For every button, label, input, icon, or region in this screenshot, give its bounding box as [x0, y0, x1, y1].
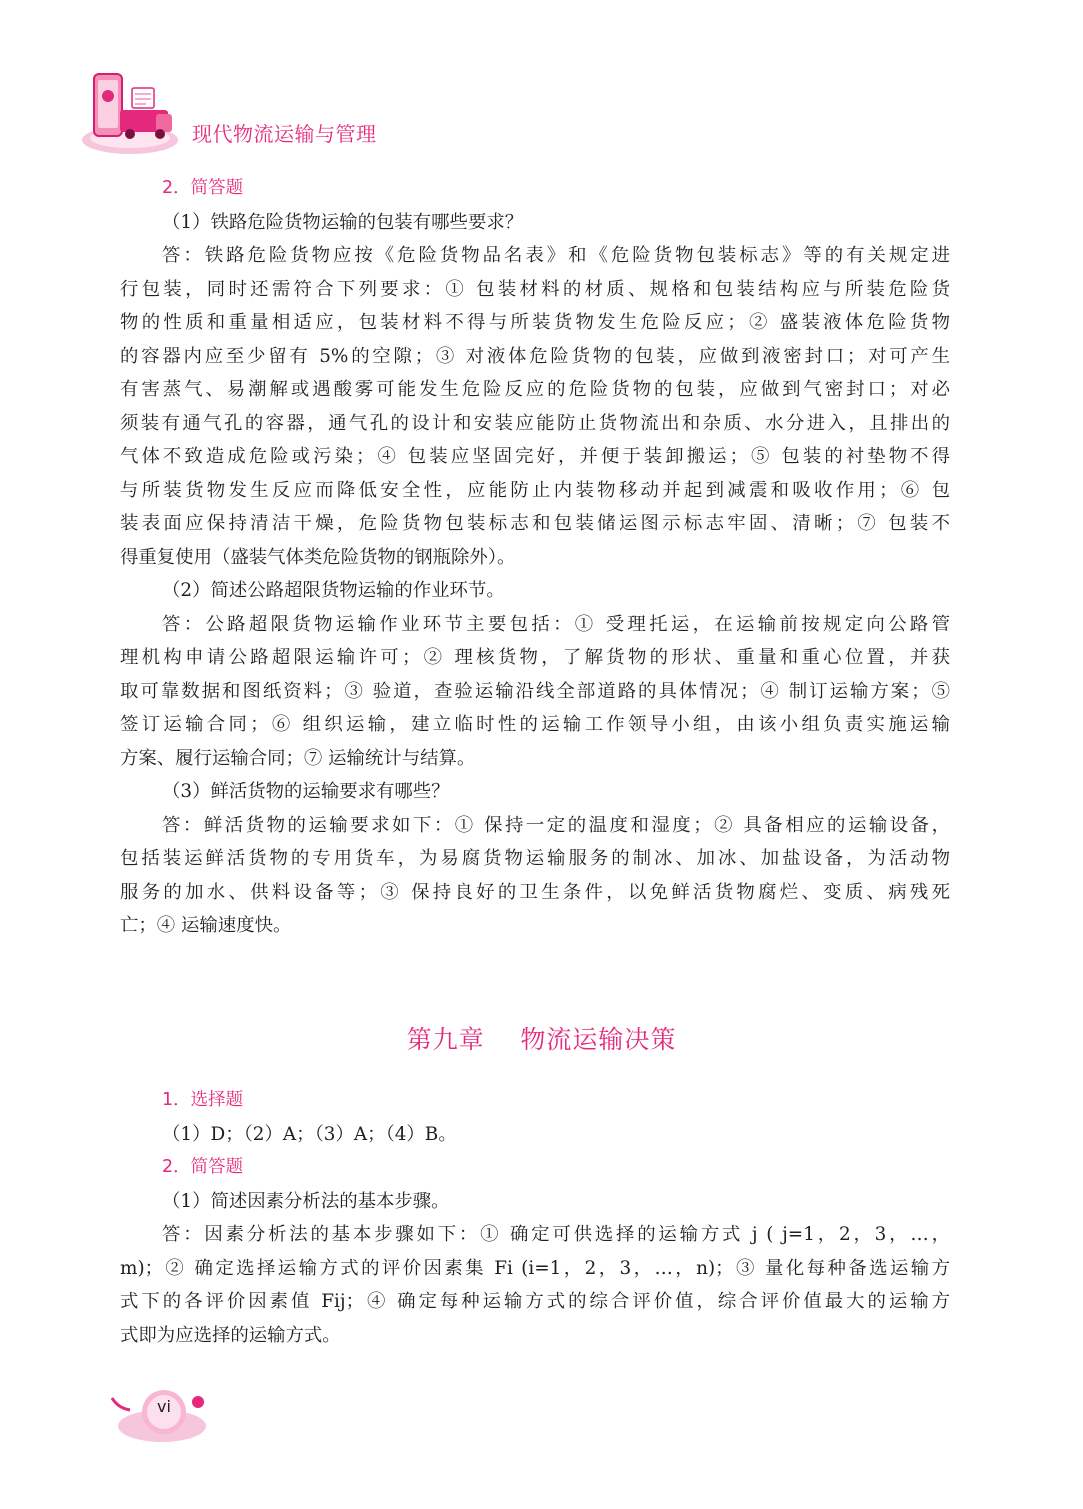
section-heading: 2．简答题	[162, 1157, 244, 1177]
answer-1-line: 与所装货物发生反应而降低安全性，应能防止内装物移动并起到减震和吸收作用；⑥ 包	[120, 479, 950, 501]
answer-2-line: 取可靠数据和图纸资料；③ 验道，查验运输沿线全部道路的具体情况；④ 制订运输方案；⑤	[120, 680, 950, 702]
question-1: （1）铁路危险货物运输的包装有哪些要求？	[162, 211, 524, 233]
answer-2-line: 方案、履行运输合同；⑦ 运输统计与结算。	[120, 747, 476, 769]
section-heading: 1．选择题	[162, 1090, 244, 1110]
page-number-badge-icon	[106, 1382, 206, 1452]
answer-2-line: 答：公路超限货物运输作业环节主要包括：① 受理托运，在运输前按规定向公路管	[162, 613, 950, 635]
book-title: 现代物流运输与管理	[192, 122, 377, 146]
question-1: （1）简述因素分析法的基本步骤。	[162, 1190, 450, 1212]
answer-1-line: 有害蒸气、易潮解或遇酸雾可能发生危险反应的危险货物的包装，应做到气密封口；对必	[120, 379, 950, 400]
answer-3-line: 包括装运鲜活货物的专用货车，为易腐货物运输服务的制冰、加冰、加盐设备，为活动物	[120, 848, 950, 869]
answer-1-line: 的容器内应至少留有 5%的空隙；③ 对液体危险货物的包装，应做到液密封口；对可产生	[120, 345, 950, 367]
question-3: （3）鲜活货物的运输要求有哪些？	[162, 781, 450, 802]
answer-2-line: 签订运输合同；⑥ 组织运输，建立临时性的运输工作领导小组，由该小组负责实施运输	[120, 714, 950, 735]
answer-3-line: 答：鲜活货物的运输要求如下：① 保持一定的温度和湿度；② 具备相应的运输设备，	[162, 814, 950, 836]
answer-1-line: 得重复使用（盛装气体类危险货物的钢瓶除外）。	[120, 546, 516, 568]
answer-3-line: 亡；④ 运输速度快。	[120, 915, 292, 936]
section-short-answer-1	[120, 172, 950, 943]
book-logo-icon	[80, 66, 190, 158]
page-header	[0, 0, 1083, 170]
section-heading: 2．简答题	[162, 178, 244, 198]
chapter-title: 第九章 物流运输决策	[406, 1025, 677, 1054]
answer-1-line: 答：铁路危险货物应按《危险货物品名表》和《危险货物包装标志》等的有关规定进	[162, 245, 950, 266]
answer-1-line: 行包装，同时还需符合下列要求：① 包装材料的材质、规格和包装结构应与所装危险货	[120, 278, 950, 300]
section-chapter-9	[120, 1084, 950, 1352]
answer-line: 式即为应选择的运输方式。	[120, 1324, 341, 1346]
page-number: vi	[157, 1397, 171, 1416]
answer-1-line: 气体不致造成危险或污染；④ 包装应坚固完好，并便于装卸搬运；⑤ 包装的衬垫物不得	[120, 446, 950, 467]
choice-answers: （1）D；（2）A；（3）A；（4）B。	[162, 1123, 457, 1145]
answer-2-line: 理机构申请公路超限运输许可；② 理核货物，了解货物的形状、重量和重心位置，并获	[120, 647, 950, 668]
answer-line: 答：因素分析法的基本步骤如下：① 确定可供选择的运输方式 j ( j=1，2，3，…，	[162, 1224, 950, 1245]
answer-1-line: 装表面应保持清洁干燥，危险货物包装标志和包装储运图示标志牢固、清晰；⑦ 包装不	[120, 513, 950, 534]
answer-1-line: 须装有通气孔的容器，通气孔的设计和安装应能防止货物流出和杂质、水分进入，且排出的	[120, 412, 950, 434]
answer-1-line: 物的性质和重量相适应，包装材料不得与所装货物发生危险反应；② 盛装液体危险货物	[120, 312, 950, 333]
question-2: （2）简述公路超限货物运输的作业环节。	[162, 580, 505, 601]
answer-3-line: 服务的加水、供料设备等；③ 保持良好的卫生条件，以免鲜活货物腐烂、变质、病残死	[120, 881, 950, 903]
answer-line: m)；② 确定选择运输方式的评价因素集 Fi (i=1，2，3，…，n)；③ 量化每种备选运输方	[120, 1257, 950, 1279]
answer-line: 式下的各评价因素值 Fij；④ 确定每种运输方式的综合评价值，综合评价值最大的运输方	[120, 1291, 950, 1312]
